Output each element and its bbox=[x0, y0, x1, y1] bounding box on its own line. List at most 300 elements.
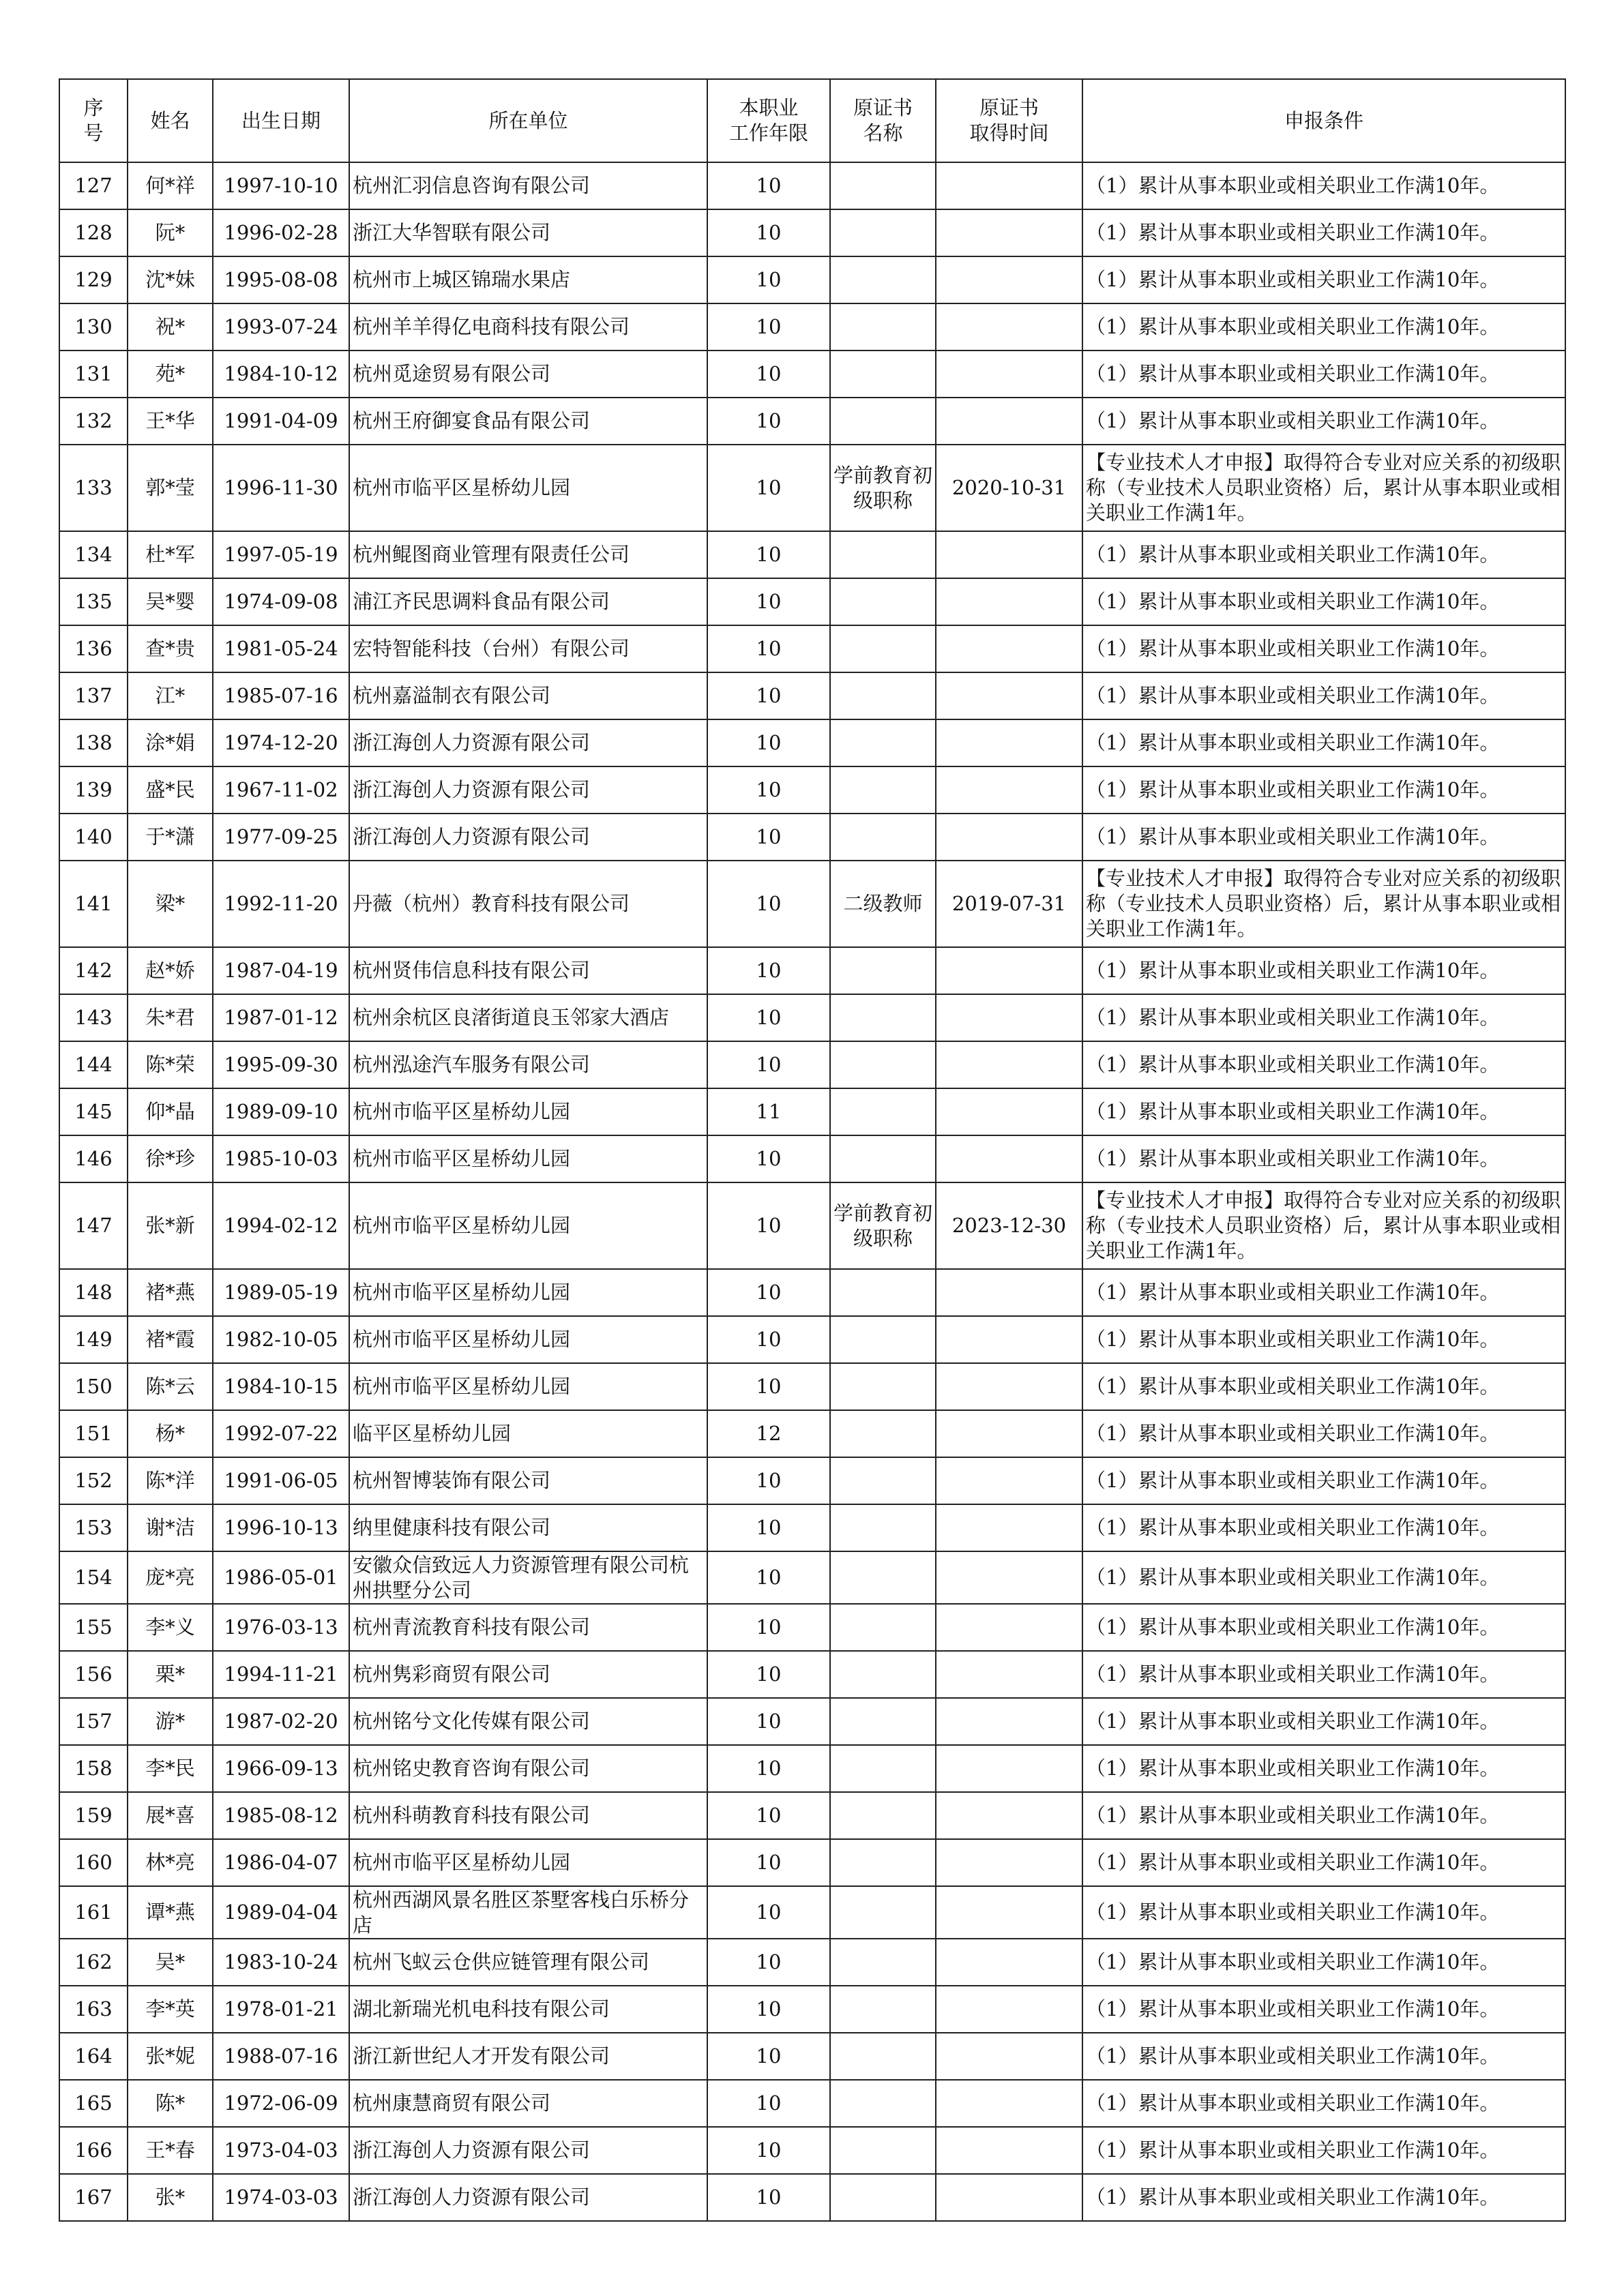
table-row bbox=[59, 1041, 1565, 1088]
cell-birth-date: 1996-02-28 bbox=[213, 209, 349, 256]
header-work-years: 本职业 工作年限 bbox=[707, 79, 830, 162]
table-row bbox=[59, 766, 1565, 814]
cell-cert-date bbox=[936, 2033, 1082, 2080]
cell-cert-name bbox=[830, 766, 936, 814]
cell-seq: 153 bbox=[59, 1504, 128, 1551]
cell-cert-name: 学前教育初级职称 bbox=[830, 1182, 936, 1269]
cell-condition: （1）累计从事本职业或相关职业工作满10年。 bbox=[1082, 1135, 1565, 1182]
cell-cert-name: 二级教师 bbox=[830, 861, 936, 947]
cell-work-years: 10 bbox=[707, 1651, 830, 1698]
cell-work-years: 10 bbox=[707, 861, 830, 947]
cell-seq: 137 bbox=[59, 672, 128, 719]
cell-birth-date: 1987-02-20 bbox=[213, 1698, 349, 1745]
cell-cert-name bbox=[830, 1551, 936, 1604]
header-seq: 序 号 bbox=[59, 79, 128, 162]
cell-birth-date: 1977-09-25 bbox=[213, 814, 349, 861]
header-cert-name: 原证书 名称 bbox=[830, 79, 936, 162]
table-header-row bbox=[59, 79, 1565, 162]
table-row bbox=[59, 1604, 1565, 1651]
cell-seq: 151 bbox=[59, 1410, 128, 1457]
cell-cert-date bbox=[936, 766, 1082, 814]
cell-name: 李*英 bbox=[128, 1986, 213, 2033]
table-row bbox=[59, 351, 1565, 398]
cell-work-years: 10 bbox=[707, 445, 830, 531]
cell-seq: 129 bbox=[59, 256, 128, 303]
cell-cert-date bbox=[936, 398, 1082, 445]
cell-cert-date bbox=[936, 994, 1082, 1041]
cell-work-years: 10 bbox=[707, 1604, 830, 1651]
cell-birth-date: 1984-10-12 bbox=[213, 351, 349, 398]
cell-cert-name bbox=[830, 1316, 936, 1363]
cell-seq: 158 bbox=[59, 1745, 128, 1792]
cell-birth-date: 1976-03-13 bbox=[213, 1604, 349, 1651]
cell-unit: 杭州科萌教育科技有限公司 bbox=[349, 1792, 707, 1839]
cell-unit: 杭州铭兮文化传媒有限公司 bbox=[349, 1698, 707, 1745]
cell-birth-date: 1992-07-22 bbox=[213, 1410, 349, 1457]
cell-birth-date: 1997-10-10 bbox=[213, 162, 349, 209]
cell-cert-date bbox=[936, 1886, 1082, 1939]
cell-birth-date: 1987-04-19 bbox=[213, 947, 349, 994]
cell-birth-date: 1995-08-08 bbox=[213, 256, 349, 303]
cell-name: 陈*洋 bbox=[128, 1457, 213, 1504]
cell-cert-name bbox=[830, 719, 936, 766]
cell-work-years: 10 bbox=[707, 578, 830, 625]
cell-cert-name bbox=[830, 1041, 936, 1088]
cell-work-years: 10 bbox=[707, 1504, 830, 1551]
cell-unit: 杭州汇羽信息咨询有限公司 bbox=[349, 162, 707, 209]
cell-name: 于*潇 bbox=[128, 814, 213, 861]
cell-birth-date: 1974-12-20 bbox=[213, 719, 349, 766]
cell-cert-name bbox=[830, 2127, 936, 2174]
cell-cert-date bbox=[936, 672, 1082, 719]
table-row bbox=[59, 398, 1565, 445]
cell-work-years: 10 bbox=[707, 303, 830, 351]
table-row bbox=[59, 1182, 1565, 1269]
cell-seq: 165 bbox=[59, 2080, 128, 2127]
cell-condition: 【专业技术人才申报】取得符合专业对应关系的初级职称（专业技术人员职业资格）后，累计从事本职业或相关职业工作满1年。 bbox=[1082, 861, 1565, 947]
cell-cert-date bbox=[936, 1604, 1082, 1651]
table-row bbox=[59, 672, 1565, 719]
cell-unit: 浙江大华智联有限公司 bbox=[349, 209, 707, 256]
cell-work-years: 10 bbox=[707, 2033, 830, 2080]
cell-cert-name bbox=[830, 209, 936, 256]
cell-name: 庞*亮 bbox=[128, 1551, 213, 1604]
cell-cert-name bbox=[830, 1135, 936, 1182]
cell-cert-date bbox=[936, 531, 1082, 578]
cell-work-years: 10 bbox=[707, 1551, 830, 1604]
cell-cert-name bbox=[830, 578, 936, 625]
cell-cert-name bbox=[830, 1269, 936, 1316]
cell-seq: 163 bbox=[59, 1986, 128, 2033]
cell-cert-name bbox=[830, 994, 936, 1041]
cell-seq: 145 bbox=[59, 1088, 128, 1135]
cell-cert-name bbox=[830, 814, 936, 861]
cell-condition: （1）累计从事本职业或相关职业工作满10年。 bbox=[1082, 1698, 1565, 1745]
cell-condition: （1）累计从事本职业或相关职业工作满10年。 bbox=[1082, 1839, 1565, 1886]
cell-birth-date: 1989-05-19 bbox=[213, 1269, 349, 1316]
cell-birth-date: 1981-05-24 bbox=[213, 625, 349, 672]
cell-birth-date: 1994-02-12 bbox=[213, 1182, 349, 1269]
table-row bbox=[59, 1410, 1565, 1457]
cell-cert-name bbox=[830, 1651, 936, 1698]
cell-name: 李*民 bbox=[128, 1745, 213, 1792]
cell-work-years: 10 bbox=[707, 1041, 830, 1088]
cell-condition: （1）累计从事本职业或相关职业工作满10年。 bbox=[1082, 2033, 1565, 2080]
cell-work-years: 12 bbox=[707, 1410, 830, 1457]
cell-name: 杜*军 bbox=[128, 531, 213, 578]
cell-name: 张* bbox=[128, 2174, 213, 2221]
cell-work-years: 10 bbox=[707, 531, 830, 578]
cell-cert-name bbox=[830, 1457, 936, 1504]
cell-work-years: 10 bbox=[707, 672, 830, 719]
cell-condition: （1）累计从事本职业或相关职业工作满10年。 bbox=[1082, 994, 1565, 1041]
header-cert-date: 原证书 取得时间 bbox=[936, 79, 1082, 162]
cell-unit: 浦江齐民思调料食品有限公司 bbox=[349, 578, 707, 625]
cell-birth-date: 1972-06-09 bbox=[213, 2080, 349, 2127]
cell-work-years: 10 bbox=[707, 1745, 830, 1792]
cell-birth-date: 1997-05-19 bbox=[213, 531, 349, 578]
cell-work-years: 10 bbox=[707, 1135, 830, 1182]
cell-condition: （1）累计从事本职业或相关职业工作满10年。 bbox=[1082, 1041, 1565, 1088]
cell-name: 仰*晶 bbox=[128, 1088, 213, 1135]
cell-cert-date bbox=[936, 1457, 1082, 1504]
cell-name: 王*华 bbox=[128, 398, 213, 445]
cell-cert-date bbox=[936, 1986, 1082, 2033]
table-row bbox=[59, 814, 1565, 861]
cell-work-years: 10 bbox=[707, 1698, 830, 1745]
cell-name: 吴*婴 bbox=[128, 578, 213, 625]
cell-condition: （1）累计从事本职业或相关职业工作满10年。 bbox=[1082, 1457, 1565, 1504]
cell-unit: 杭州市临平区星桥幼儿园 bbox=[349, 1135, 707, 1182]
cell-seq: 142 bbox=[59, 947, 128, 994]
table-row bbox=[59, 445, 1565, 531]
cell-name: 沈*妹 bbox=[128, 256, 213, 303]
cell-birth-date: 1996-10-13 bbox=[213, 1504, 349, 1551]
cell-cert-name bbox=[830, 1886, 936, 1939]
cell-seq: 133 bbox=[59, 445, 128, 531]
cell-name: 阮* bbox=[128, 209, 213, 256]
cell-cert-date: 2020-10-31 bbox=[936, 445, 1082, 531]
cell-seq: 139 bbox=[59, 766, 128, 814]
cell-birth-date: 1992-11-20 bbox=[213, 861, 349, 947]
cell-seq: 156 bbox=[59, 1651, 128, 1698]
cell-unit: 浙江海创人力资源有限公司 bbox=[349, 766, 707, 814]
cell-seq: 131 bbox=[59, 351, 128, 398]
cell-seq: 164 bbox=[59, 2033, 128, 2080]
cell-cert-date bbox=[936, 2080, 1082, 2127]
cell-cert-date bbox=[936, 1792, 1082, 1839]
cell-work-years: 10 bbox=[707, 1839, 830, 1886]
cell-seq: 138 bbox=[59, 719, 128, 766]
table-row bbox=[59, 1886, 1565, 1939]
cell-name: 涂*娟 bbox=[128, 719, 213, 766]
cell-work-years: 10 bbox=[707, 162, 830, 209]
cell-condition: （1）累计从事本职业或相关职业工作满10年。 bbox=[1082, 398, 1565, 445]
cell-birth-date: 1984-10-15 bbox=[213, 1363, 349, 1410]
cell-condition: （1）累计从事本职业或相关职业工作满10年。 bbox=[1082, 2080, 1565, 2127]
cell-birth-date: 1988-07-16 bbox=[213, 2033, 349, 2080]
cell-condition: （1）累计从事本职业或相关职业工作满10年。 bbox=[1082, 766, 1565, 814]
cell-cert-date bbox=[936, 1698, 1082, 1745]
cell-cert-date bbox=[936, 256, 1082, 303]
table-row bbox=[59, 2080, 1565, 2127]
table-row bbox=[59, 1839, 1565, 1886]
cell-condition: （1）累计从事本职业或相关职业工作满10年。 bbox=[1082, 1939, 1565, 1986]
cell-work-years: 10 bbox=[707, 2174, 830, 2221]
cell-condition: （1）累计从事本职业或相关职业工作满10年。 bbox=[1082, 1886, 1565, 1939]
cell-unit: 杭州市临平区星桥幼儿园 bbox=[349, 445, 707, 531]
cell-condition: （1）累计从事本职业或相关职业工作满10年。 bbox=[1082, 1088, 1565, 1135]
cell-work-years: 10 bbox=[707, 351, 830, 398]
cell-name: 盛*民 bbox=[128, 766, 213, 814]
cell-unit: 杭州西湖风景名胜区茶墅客栈白乐桥分店 bbox=[349, 1886, 707, 1939]
cell-cert-date bbox=[936, 1504, 1082, 1551]
table-row bbox=[59, 994, 1565, 1041]
cell-name: 张*妮 bbox=[128, 2033, 213, 2080]
cell-seq: 127 bbox=[59, 162, 128, 209]
cell-cert-date: 2023-12-30 bbox=[936, 1182, 1082, 1269]
cell-work-years: 10 bbox=[707, 766, 830, 814]
header-birth-date: 出生日期 bbox=[213, 79, 349, 162]
cell-birth-date: 1986-04-07 bbox=[213, 1839, 349, 1886]
cell-seq: 162 bbox=[59, 1939, 128, 1986]
cell-unit: 杭州飞蚁云仓供应链管理有限公司 bbox=[349, 1939, 707, 1986]
table-row bbox=[59, 1457, 1565, 1504]
cell-cert-name bbox=[830, 398, 936, 445]
cell-cert-date bbox=[936, 947, 1082, 994]
cell-cert-name: 学前教育初级职称 bbox=[830, 445, 936, 531]
table-row bbox=[59, 947, 1565, 994]
cell-seq: 148 bbox=[59, 1269, 128, 1316]
cell-unit: 安徽众信致远人力资源管理有限公司杭州拱墅分公司 bbox=[349, 1551, 707, 1604]
cell-condition: （1）累计从事本职业或相关职业工作满10年。 bbox=[1082, 719, 1565, 766]
cell-seq: 143 bbox=[59, 994, 128, 1041]
cell-name: 梁* bbox=[128, 861, 213, 947]
applicant-table bbox=[59, 78, 1566, 2222]
cell-cert-name bbox=[830, 351, 936, 398]
table-row bbox=[59, 1088, 1565, 1135]
cell-unit: 杭州王府御宴食品有限公司 bbox=[349, 398, 707, 445]
cell-cert-date bbox=[936, 1088, 1082, 1135]
cell-unit: 临平区星桥幼儿园 bbox=[349, 1410, 707, 1457]
cell-unit: 浙江海创人力资源有限公司 bbox=[349, 2127, 707, 2174]
cell-name: 展*喜 bbox=[128, 1792, 213, 1839]
table-row bbox=[59, 162, 1565, 209]
cell-unit: 杭州羊羊得亿电商科技有限公司 bbox=[349, 303, 707, 351]
cell-seq: 132 bbox=[59, 398, 128, 445]
cell-condition: （1）累计从事本职业或相关职业工作满10年。 bbox=[1082, 351, 1565, 398]
cell-name: 陈*云 bbox=[128, 1363, 213, 1410]
cell-cert-name bbox=[830, 1986, 936, 2033]
cell-work-years: 10 bbox=[707, 1986, 830, 2033]
cell-seq: 160 bbox=[59, 1839, 128, 1886]
cell-cert-name bbox=[830, 531, 936, 578]
cell-work-years: 10 bbox=[707, 719, 830, 766]
cell-condition: 【专业技术人才申报】取得符合专业对应关系的初级职称（专业技术人员职业资格）后，累计从事本职业或相关职业工作满1年。 bbox=[1082, 445, 1565, 531]
cell-work-years: 10 bbox=[707, 947, 830, 994]
cell-work-years: 10 bbox=[707, 814, 830, 861]
cell-cert-date bbox=[936, 1651, 1082, 1698]
cell-condition: （1）累计从事本职业或相关职业工作满10年。 bbox=[1082, 947, 1565, 994]
table-row bbox=[59, 1135, 1565, 1182]
cell-condition: （1）累计从事本职业或相关职业工作满10年。 bbox=[1082, 209, 1565, 256]
cell-unit: 杭州隽彩商贸有限公司 bbox=[349, 1651, 707, 1698]
cell-birth-date: 1991-04-09 bbox=[213, 398, 349, 445]
cell-seq: 161 bbox=[59, 1886, 128, 1939]
cell-name: 吴* bbox=[128, 1939, 213, 1986]
cell-name: 林*亮 bbox=[128, 1839, 213, 1886]
cell-name: 张*新 bbox=[128, 1182, 213, 1269]
table-row bbox=[59, 531, 1565, 578]
cell-seq: 144 bbox=[59, 1041, 128, 1088]
cell-birth-date: 1986-05-01 bbox=[213, 1551, 349, 1604]
table-row bbox=[59, 1651, 1565, 1698]
cell-seq: 128 bbox=[59, 209, 128, 256]
cell-seq: 140 bbox=[59, 814, 128, 861]
cell-work-years: 10 bbox=[707, 1269, 830, 1316]
cell-work-years: 10 bbox=[707, 256, 830, 303]
table-row bbox=[59, 625, 1565, 672]
cell-name: 郭*莹 bbox=[128, 445, 213, 531]
cell-seq: 152 bbox=[59, 1457, 128, 1504]
cell-cert-date bbox=[936, 814, 1082, 861]
cell-seq: 149 bbox=[59, 1316, 128, 1363]
cell-cert-name bbox=[830, 625, 936, 672]
table-row bbox=[59, 209, 1565, 256]
cell-condition: （1）累计从事本职业或相关职业工作满10年。 bbox=[1082, 256, 1565, 303]
cell-unit: 杭州市临平区星桥幼儿园 bbox=[349, 1839, 707, 1886]
cell-cert-date bbox=[936, 1041, 1082, 1088]
cell-name: 褚*霞 bbox=[128, 1316, 213, 1363]
cell-name: 查*贵 bbox=[128, 625, 213, 672]
table-row bbox=[59, 1939, 1565, 1986]
cell-unit: 杭州贤伟信息科技有限公司 bbox=[349, 947, 707, 994]
cell-cert-name bbox=[830, 1363, 936, 1410]
cell-cert-date bbox=[936, 1316, 1082, 1363]
cell-cert-name bbox=[830, 947, 936, 994]
cell-unit: 杭州市临平区星桥幼儿园 bbox=[349, 1182, 707, 1269]
cell-name: 谭*燕 bbox=[128, 1886, 213, 1939]
cell-name: 杨* bbox=[128, 1410, 213, 1457]
table-row bbox=[59, 2033, 1565, 2080]
cell-unit: 杭州余杭区良渚街道良玉邻家大酒店 bbox=[349, 994, 707, 1041]
cell-work-years: 10 bbox=[707, 1316, 830, 1363]
cell-seq: 134 bbox=[59, 531, 128, 578]
cell-seq: 159 bbox=[59, 1792, 128, 1839]
cell-unit: 杭州鲲图商业管理有限责任公司 bbox=[349, 531, 707, 578]
cell-birth-date: 1973-04-03 bbox=[213, 2127, 349, 2174]
cell-work-years: 10 bbox=[707, 1457, 830, 1504]
cell-name: 何*祥 bbox=[128, 162, 213, 209]
cell-work-years: 10 bbox=[707, 625, 830, 672]
cell-cert-name bbox=[830, 672, 936, 719]
cell-unit: 丹薇（杭州）教育科技有限公司 bbox=[349, 861, 707, 947]
cell-cert-date bbox=[936, 1269, 1082, 1316]
cell-condition: （1）累计从事本职业或相关职业工作满10年。 bbox=[1082, 814, 1565, 861]
cell-name: 陈* bbox=[128, 2080, 213, 2127]
cell-name: 王*春 bbox=[128, 2127, 213, 2174]
cell-cert-date bbox=[936, 162, 1082, 209]
cell-cert-date bbox=[936, 1363, 1082, 1410]
cell-birth-date: 1989-09-10 bbox=[213, 1088, 349, 1135]
cell-condition: （1）累计从事本职业或相关职业工作满10年。 bbox=[1082, 578, 1565, 625]
cell-seq: 136 bbox=[59, 625, 128, 672]
cell-work-years: 10 bbox=[707, 398, 830, 445]
cell-name: 李*义 bbox=[128, 1604, 213, 1651]
cell-name: 朱*君 bbox=[128, 994, 213, 1041]
cell-cert-date bbox=[936, 1839, 1082, 1886]
cell-name: 徐*珍 bbox=[128, 1135, 213, 1182]
cell-work-years: 10 bbox=[707, 209, 830, 256]
cell-unit: 杭州市临平区星桥幼儿园 bbox=[349, 1316, 707, 1363]
cell-name: 陈*荣 bbox=[128, 1041, 213, 1088]
cell-work-years: 10 bbox=[707, 2127, 830, 2174]
cell-name: 江* bbox=[128, 672, 213, 719]
table-row bbox=[59, 256, 1565, 303]
cell-cert-name bbox=[830, 1410, 936, 1457]
cell-work-years: 10 bbox=[707, 994, 830, 1041]
table-row bbox=[59, 719, 1565, 766]
cell-condition: （1）累计从事本职业或相关职业工作满10年。 bbox=[1082, 672, 1565, 719]
cell-condition: （1）累计从事本职业或相关职业工作满10年。 bbox=[1082, 2127, 1565, 2174]
cell-condition: （1）累计从事本职业或相关职业工作满10年。 bbox=[1082, 1792, 1565, 1839]
cell-birth-date: 1983-10-24 bbox=[213, 1939, 349, 1986]
cell-birth-date: 1985-10-03 bbox=[213, 1135, 349, 1182]
cell-seq: 154 bbox=[59, 1551, 128, 1604]
cell-cert-name bbox=[830, 1745, 936, 1792]
table-row bbox=[59, 1792, 1565, 1839]
cell-unit: 湖北新瑞光机电科技有限公司 bbox=[349, 1986, 707, 2033]
cell-birth-date: 1993-07-24 bbox=[213, 303, 349, 351]
cell-condition: （1）累计从事本职业或相关职业工作满10年。 bbox=[1082, 1504, 1565, 1551]
cell-condition: （1）累计从事本职业或相关职业工作满10年。 bbox=[1082, 1551, 1565, 1604]
cell-cert-name bbox=[830, 2174, 936, 2221]
cell-seq: 157 bbox=[59, 1698, 128, 1745]
cell-cert-name bbox=[830, 1698, 936, 1745]
cell-seq: 150 bbox=[59, 1363, 128, 1410]
cell-cert-name bbox=[830, 2080, 936, 2127]
cell-seq: 155 bbox=[59, 1604, 128, 1651]
header-condition: 申报条件 bbox=[1082, 79, 1565, 162]
cell-name: 褚*燕 bbox=[128, 1269, 213, 1316]
cell-work-years: 10 bbox=[707, 1792, 830, 1839]
cell-seq: 147 bbox=[59, 1182, 128, 1269]
cell-birth-date: 1985-07-16 bbox=[213, 672, 349, 719]
cell-birth-date: 1994-11-21 bbox=[213, 1651, 349, 1698]
table-row bbox=[59, 303, 1565, 351]
cell-condition: （1）累计从事本职业或相关职业工作满10年。 bbox=[1082, 2174, 1565, 2221]
cell-birth-date: 1974-03-03 bbox=[213, 2174, 349, 2221]
cell-birth-date: 1991-06-05 bbox=[213, 1457, 349, 1504]
table-row bbox=[59, 1986, 1565, 2033]
cell-condition: （1）累计从事本职业或相关职业工作满10年。 bbox=[1082, 1651, 1565, 1698]
cell-cert-date bbox=[936, 578, 1082, 625]
cell-unit: 杭州青流教育科技有限公司 bbox=[349, 1604, 707, 1651]
cell-cert-name bbox=[830, 1792, 936, 1839]
cell-cert-date bbox=[936, 625, 1082, 672]
cell-unit: 杭州铭史教育咨询有限公司 bbox=[349, 1745, 707, 1792]
table-row bbox=[59, 1269, 1565, 1316]
cell-unit: 浙江海创人力资源有限公司 bbox=[349, 814, 707, 861]
cell-cert-name bbox=[830, 1839, 936, 1886]
cell-seq: 135 bbox=[59, 578, 128, 625]
table-row bbox=[59, 1698, 1565, 1745]
cell-cert-name bbox=[830, 162, 936, 209]
cell-name: 赵*娇 bbox=[128, 947, 213, 994]
cell-birth-date: 1985-08-12 bbox=[213, 1792, 349, 1839]
table-row bbox=[59, 1745, 1565, 1792]
cell-unit: 杭州市临平区星桥幼儿园 bbox=[349, 1088, 707, 1135]
